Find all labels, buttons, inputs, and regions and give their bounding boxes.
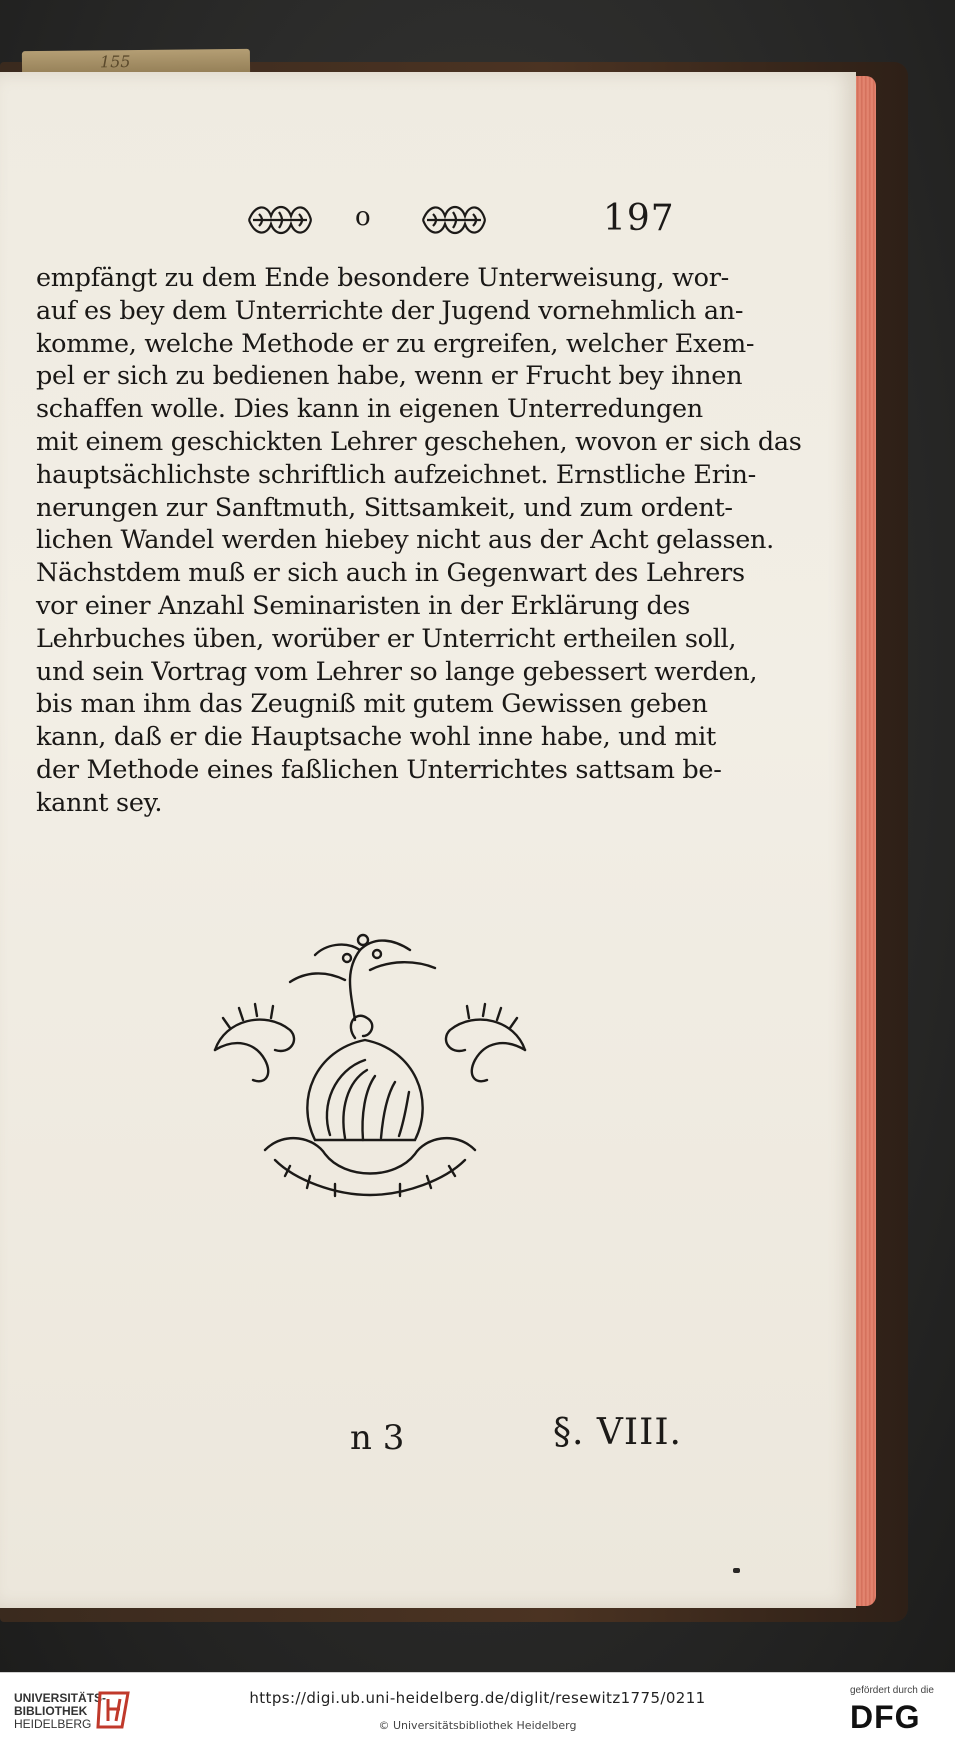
right-ornament-icon: [419, 198, 489, 242]
viewer-footer: [0, 1672, 955, 1742]
running-head: [245, 196, 675, 248]
text-line: kannt sey.: [36, 787, 163, 818]
text-line: empfängt zu dem Ende besondere Unterweisung, wor-: [36, 263, 729, 293]
signature-mark: n 3: [350, 1418, 405, 1458]
text-line: kann, daß er die Hauptsache wohl inne habe, und mit: [36, 722, 716, 753]
text-line: schaffen wolle. Dies kann in eigenen Unterredungen: [36, 394, 703, 425]
text-line: Lehrbuches üben, worüber er Unterricht ertheilen soll,: [36, 623, 737, 654]
spine-label-text: 155: [99, 52, 131, 72]
text-line: der Methode eines faßlichen Unterrichtes sattsam be-: [36, 754, 722, 785]
funding-note: gefördert durch die: [850, 1685, 934, 1696]
copyright-text: © Universitätsbibliothek Heidelberg: [378, 1719, 577, 1732]
text-line: mit einem geschickten Lehrer geschehen, wovon er sich das: [36, 426, 802, 457]
rococo-vignette-icon: [195, 910, 545, 1210]
page-number: 197: [603, 198, 675, 239]
left-ornament-icon: [245, 198, 315, 242]
library-name-line: UNIVERSITÄTS-: [14, 1691, 107, 1705]
text-line: pel er sich zu bedienen habe, wenn er Frucht bey ihnen: [36, 361, 743, 392]
page-url-link[interactable]: https://digi.ub.uni-heidelberg.de/diglit/resewitz1775/0211: [249, 1689, 706, 1707]
library-name-line: BIBLIOTHEK: [14, 1704, 88, 1718]
library-name-line: HEIDELBERG: [14, 1717, 92, 1731]
text-line: nerungen zur Sanftmuth, Sittsamkeit, und zum ordent-: [36, 492, 733, 523]
text-line: und sein Vortrag vom Lehrer so lange gebessert werden,: [36, 656, 758, 687]
ink-spot: [733, 1568, 740, 1573]
text-line: vor einer Anzahl Seminaristen in der Erklärung des: [36, 590, 691, 621]
running-head-mark: o: [355, 202, 371, 232]
text-line: komme, welche Methode er zu ergreifen, welcher Exem-: [36, 328, 755, 359]
text-line: hauptsächlichste schriftlich aufzeichnet. Ernstliche Erin-: [36, 459, 756, 490]
text-line: bis man ihm das Zeugniß mit gutem Gewissen geben: [36, 689, 708, 720]
text-line: auf es bey dem Unterrichte der Jugend vornehmlich an-: [36, 295, 744, 326]
dfg-logo: DFG: [850, 1699, 921, 1735]
text-line: Nächstdem muß er sich auch in Gegenwart des Lehrers: [36, 558, 745, 589]
text-line: lichen Wandel werden hiebey nicht aus der Acht gelassen.: [36, 525, 774, 556]
catchword: §. VIII.: [553, 1412, 682, 1453]
body-text: [36, 262, 802, 820]
